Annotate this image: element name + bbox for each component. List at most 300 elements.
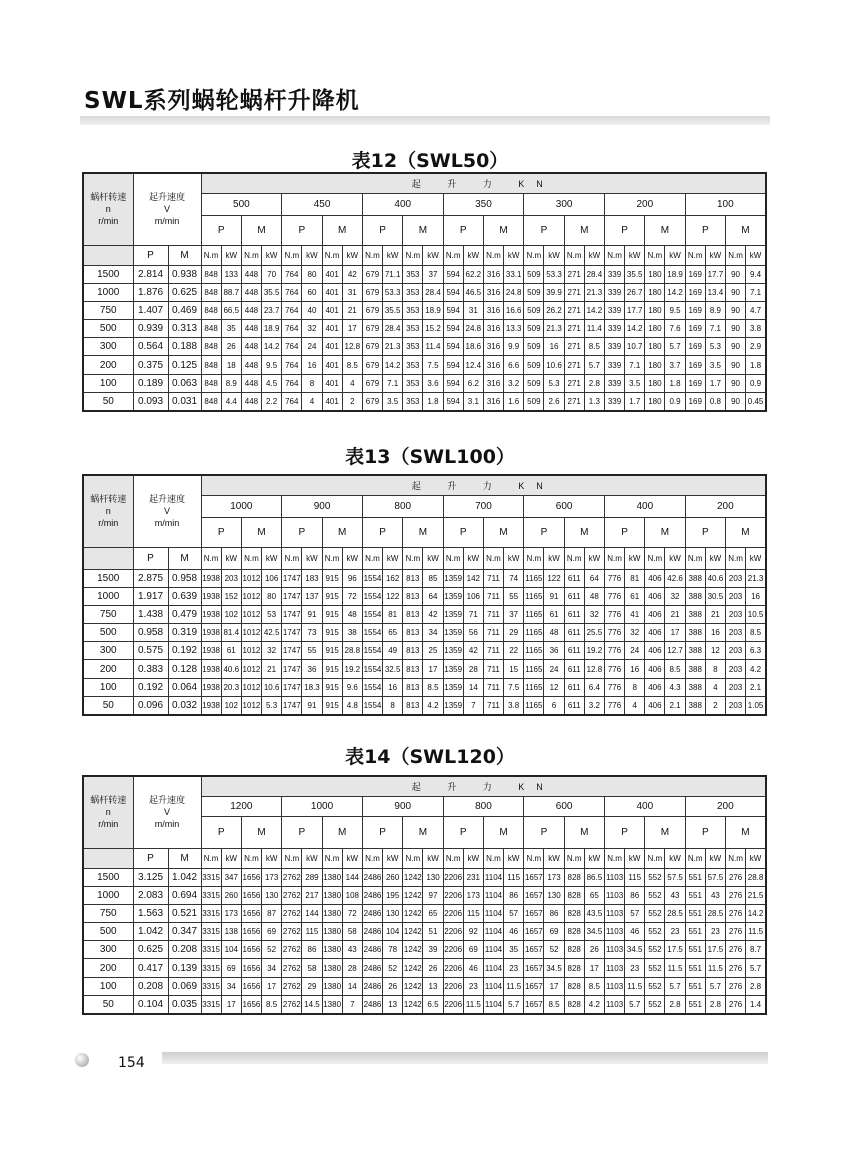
table-title: 表14（SWL120） [345, 746, 515, 768]
table-cell: 353 [403, 265, 423, 283]
unit-header: kW [705, 245, 725, 265]
table-cell: 2762 [282, 941, 302, 959]
motor-header: M [403, 517, 443, 547]
table-cell: 11.5 [665, 959, 685, 977]
table-cell: 1012 [241, 587, 261, 605]
table-cell: 9.5 [665, 301, 685, 319]
table-cell: 102 [221, 605, 241, 623]
table-cell: 0.45 [746, 392, 766, 410]
table-cell: 80 [302, 265, 322, 283]
table-cell: 6.4 [584, 678, 604, 696]
table-cell: 13.4 [705, 283, 725, 301]
header-text: 起升速度 [149, 192, 186, 203]
motor-header: M [483, 517, 523, 547]
table-cell: 26.2 [544, 301, 564, 319]
table-cell: 339 [604, 392, 624, 410]
unit-header: kW [665, 547, 685, 569]
table-cell: 106 [262, 569, 282, 587]
table-cell: 1656 [241, 868, 261, 886]
table-cell: 90 [725, 356, 745, 374]
table-cell: 339 [604, 265, 624, 283]
unit-header: kW [746, 245, 766, 265]
table-cell: 0.9 [746, 374, 766, 392]
table-cell: 7.1 [383, 374, 403, 392]
table-cell: 776 [604, 678, 624, 696]
table-cell: 848 [201, 374, 221, 392]
lift-speed-p: 3.125 [133, 868, 168, 886]
table-cell: 711 [483, 696, 503, 714]
table-cell: 173 [463, 886, 483, 904]
table-cell: 21 [665, 605, 685, 623]
table-cell: 1656 [241, 923, 261, 941]
table-cell: 21.3 [383, 338, 403, 356]
table-cell: 1359 [443, 587, 463, 605]
table-cell: 51 [423, 923, 443, 941]
table-cell: 1.8 [746, 356, 766, 374]
table-cell: 49 [383, 642, 403, 660]
table-cell: 1938 [201, 696, 221, 714]
table-cell: 1380 [322, 941, 342, 959]
table-cell: 26 [221, 338, 241, 356]
unit-header: kW [625, 547, 645, 569]
unit-header: N.m [685, 547, 705, 569]
table-cell: 594 [443, 320, 463, 338]
table-cell: 711 [483, 660, 503, 678]
table-cell: 552 [645, 977, 665, 995]
load-header: 800 [362, 495, 443, 517]
table-cell: 86 [544, 904, 564, 922]
worm-speed-value: 50 [83, 392, 133, 410]
table-cell: 8.5 [584, 977, 604, 995]
table-cell: 43 [342, 941, 362, 959]
table-cell: 1103 [604, 959, 624, 977]
table-row [83, 301, 766, 319]
speed-p-header: P [133, 848, 168, 868]
table-cell: 203 [725, 587, 745, 605]
table-cell: 18 [221, 356, 241, 374]
table-cell: 1.8 [423, 392, 443, 410]
table-cell: 2.1 [746, 678, 766, 696]
table-cell: 2486 [362, 941, 382, 959]
table-cell: 448 [241, 320, 261, 338]
table-cell: 611 [564, 660, 584, 678]
table-cell: 180 [645, 320, 665, 338]
table-cell: 46 [504, 923, 524, 941]
unit-header: kW [423, 547, 443, 569]
table-cell: 289 [302, 868, 322, 886]
load-header: 300 [524, 193, 605, 215]
table-cell: 551 [685, 995, 705, 1013]
lift-speed-m: 0.208 [168, 941, 201, 959]
header-text: V [164, 506, 171, 517]
unit-header: N.m [725, 245, 745, 265]
lift-speed-m: 0.035 [168, 995, 201, 1013]
table-cell: 23 [705, 923, 725, 941]
table-cell: 62.2 [463, 265, 483, 283]
table-cell: 24.8 [504, 283, 524, 301]
table-cell: 552 [645, 904, 665, 922]
table-cell: 594 [443, 356, 463, 374]
header-text: 起升速度 [149, 795, 186, 806]
table-cell: 915 [322, 624, 342, 642]
table-cell: 915 [322, 642, 342, 660]
table-cell: 1242 [403, 886, 423, 904]
table-cell: 813 [403, 624, 423, 642]
table-cell: 5.7 [584, 356, 604, 374]
table-cell: 1380 [322, 904, 342, 922]
table-cell: 1656 [241, 959, 261, 977]
table-cell: 1165 [524, 605, 544, 623]
load-header: 900 [282, 495, 363, 517]
table-cell: 2206 [443, 995, 463, 1013]
unit-header: kW [746, 848, 766, 868]
motor-header: M [725, 517, 765, 547]
unit-header: kW [383, 547, 403, 569]
power-header: P [362, 215, 402, 245]
table-cell: 0.9 [665, 392, 685, 410]
table-cell: 1380 [322, 959, 342, 977]
lift-speed-p: 1.042 [133, 923, 168, 941]
table-cell: 34 [221, 977, 241, 995]
table-cell: 12.7 [665, 642, 685, 660]
unit-header: N.m [604, 245, 624, 265]
unit-header: N.m [443, 547, 463, 569]
header-text: r/min [98, 819, 119, 830]
unit-header: kW [625, 848, 645, 868]
table-cell: 32 [302, 320, 322, 338]
table-cell: 91 [544, 587, 564, 605]
table-cell: 42 [342, 265, 362, 283]
table-cell: 4.8 [342, 696, 362, 714]
table-cell: 203 [221, 569, 241, 587]
table-cell: 86.5 [584, 868, 604, 886]
table-cell: 316 [483, 301, 503, 319]
load-header: 700 [443, 495, 524, 517]
table-cell: 339 [604, 283, 624, 301]
table-cell: 86 [625, 886, 645, 904]
table-cell: 6.2 [463, 374, 483, 392]
unit-header: N.m [201, 848, 221, 868]
lift-speed-p: 0.625 [133, 941, 168, 959]
table-cell: 34.5 [544, 959, 564, 977]
table-cell: 9.6 [342, 678, 362, 696]
table-cell: 1938 [201, 642, 221, 660]
table-cell: 828 [564, 886, 584, 904]
table-cell: 1938 [201, 678, 221, 696]
table-cell: 24 [544, 660, 564, 678]
table-cell: 594 [443, 374, 463, 392]
table-cell: 10.6 [544, 356, 564, 374]
table-cell: 6.6 [504, 356, 524, 374]
unit-header: kW [262, 848, 282, 868]
table-cell: 260 [383, 868, 403, 886]
table-cell: 183 [302, 569, 322, 587]
table-cell: 271 [564, 374, 584, 392]
worm-speed-value: 500 [83, 923, 133, 941]
table-cell: 38 [342, 624, 362, 642]
table-cell: 1104 [483, 923, 503, 941]
unit-header: N.m [645, 848, 665, 868]
table-cell: 81.4 [221, 624, 241, 642]
table-cell: 353 [403, 338, 423, 356]
table-cell: 1380 [322, 977, 342, 995]
table-cell: 203 [725, 642, 745, 660]
table-cell: 5.7 [665, 338, 685, 356]
power-header: P [604, 215, 644, 245]
table-cell: 1104 [483, 904, 503, 922]
table-cell: 764 [282, 265, 302, 283]
table-cell: 28 [342, 959, 362, 977]
table-cell: 65 [423, 904, 443, 922]
table-cell: 679 [362, 283, 382, 301]
lift-speed-m: 0.347 [168, 923, 201, 941]
table-cell: 19.2 [342, 660, 362, 678]
table-cell: 448 [241, 356, 261, 374]
lift-speed-p: 0.208 [133, 977, 168, 995]
table-cell: 1359 [443, 660, 463, 678]
table-title: 表13（SWL100） [345, 446, 515, 468]
unit-header: kW [302, 245, 322, 265]
table-cell: 85 [423, 569, 443, 587]
lift-speed-m: 0.069 [168, 977, 201, 995]
table-cell: 828 [564, 941, 584, 959]
table-cell: 8.5 [544, 995, 564, 1013]
table-cell: 551 [685, 959, 705, 977]
table-cell: 90 [725, 374, 745, 392]
table-cell: 14 [342, 977, 362, 995]
table-cell: 5.3 [705, 338, 725, 356]
table-cell: 509 [524, 392, 544, 410]
table-cell: 36 [302, 660, 322, 678]
header-text: V [164, 204, 171, 215]
table-cell: 388 [685, 624, 705, 642]
table-cell: 66.5 [221, 301, 241, 319]
table-cell: 4.3 [665, 678, 685, 696]
motor-header: M [322, 517, 362, 547]
table-cell: 4 [342, 374, 362, 392]
table-cell: 4.2 [746, 660, 766, 678]
motor-header: M [645, 816, 685, 848]
unit-header: N.m [685, 848, 705, 868]
table-cell: 406 [645, 624, 665, 642]
table-cell: 848 [201, 320, 221, 338]
table-cell: 1104 [483, 886, 503, 904]
unit-header: kW [665, 848, 685, 868]
unit-header: kW [342, 848, 362, 868]
table-cell: 813 [403, 569, 423, 587]
table-cell: 1359 [443, 696, 463, 714]
unit-header: kW [584, 547, 604, 569]
table-cell: 10.6 [262, 678, 282, 696]
motor-header: M [403, 816, 443, 848]
table-cell: 34 [262, 959, 282, 977]
table-cell: 96 [342, 569, 362, 587]
load-header: 1000 [201, 495, 282, 517]
lift-speed-m: 0.064 [168, 678, 201, 696]
table-cell: 388 [685, 587, 705, 605]
unit-header: N.m [443, 245, 463, 265]
table-cell: 552 [645, 941, 665, 959]
table-cell: 106 [463, 587, 483, 605]
worm-speed-value: 100 [83, 977, 133, 995]
table-cell: 679 [362, 320, 382, 338]
table-cell: 679 [362, 392, 382, 410]
table-cell: 40.6 [221, 660, 241, 678]
table-cell: 1747 [282, 624, 302, 642]
header-text: 起升速度 [149, 494, 186, 505]
table-cell: 32 [625, 624, 645, 642]
table-cell: 70 [262, 265, 282, 283]
table-cell: 2206 [443, 977, 463, 995]
header-worm-speed [83, 776, 133, 848]
table-cell: 4 [705, 678, 725, 696]
page-marker-icon [75, 1053, 89, 1067]
table-cell: 1104 [483, 959, 503, 977]
table-cell: 2.9 [746, 338, 766, 356]
load-header: 200 [685, 495, 766, 517]
table-cell: 33.1 [504, 265, 524, 283]
table-cell: 9.4 [746, 265, 766, 283]
table-cell: 1165 [524, 678, 544, 696]
load-header: 600 [524, 796, 605, 816]
spec-table-swl50 [82, 172, 767, 412]
table-cell: 2762 [282, 977, 302, 995]
table-cell: 353 [403, 283, 423, 301]
table-cell: 316 [483, 356, 503, 374]
table-cell: 353 [403, 301, 423, 319]
lift-speed-m: 0.139 [168, 959, 201, 977]
header-text: r/min [98, 518, 119, 529]
table-cell: 276 [725, 886, 745, 904]
table-cell: 14.5 [302, 995, 322, 1013]
table-cell: 10.5 [746, 605, 766, 623]
motor-header: M [403, 215, 443, 245]
table-row [83, 696, 766, 714]
table-cell: 1165 [524, 696, 544, 714]
load-header: 350 [443, 193, 524, 215]
table-cell: 42.5 [262, 624, 282, 642]
table-cell: 316 [483, 265, 503, 283]
table-cell: 679 [362, 265, 382, 283]
table-cell: 1554 [362, 642, 382, 660]
table-cell: 1380 [322, 886, 342, 904]
load-header: 100 [685, 193, 766, 215]
table-cell: 339 [604, 374, 624, 392]
unit-header: N.m [604, 547, 624, 569]
table-cell: 401 [322, 320, 342, 338]
unit-header: N.m [403, 848, 423, 868]
table-row [83, 392, 766, 410]
table-cell: 57 [504, 904, 524, 922]
table-cell: 13 [383, 995, 403, 1013]
lift-speed-p: 1.563 [133, 904, 168, 922]
table-cell: 1747 [282, 605, 302, 623]
unit-header: kW [383, 245, 403, 265]
table-cell: 12.8 [584, 660, 604, 678]
table-cell: 43 [665, 886, 685, 904]
table-cell: 162 [383, 569, 403, 587]
table-cell: 813 [403, 696, 423, 714]
table-row [83, 642, 766, 660]
table-row [83, 265, 766, 283]
table-cell: 21 [705, 605, 725, 623]
table-cell: 23 [625, 959, 645, 977]
table-cell: 7.1 [625, 356, 645, 374]
unit-header: N.m [483, 848, 503, 868]
table-cell: 552 [645, 886, 665, 904]
motor-header: M [483, 816, 523, 848]
table-cell: 1.4 [746, 995, 766, 1013]
header-lift-speed [133, 475, 201, 547]
header-text: m/min [154, 819, 180, 830]
table-cell: 17 [423, 660, 443, 678]
unit-header: N.m [403, 245, 423, 265]
unit-header: N.m [483, 547, 503, 569]
table-cell: 16 [625, 660, 645, 678]
table-cell: 1657 [524, 923, 544, 941]
table-cell: 8.5 [342, 356, 362, 374]
table-cell: 1242 [403, 923, 423, 941]
table-cell: 2486 [362, 886, 382, 904]
table-cell: 32 [665, 587, 685, 605]
table-cell: 551 [685, 941, 705, 959]
table-cell: 388 [685, 569, 705, 587]
header-text: 蜗杆转速 [90, 795, 127, 806]
lift-speed-m: 0.625 [168, 283, 201, 301]
table-cell: 17 [584, 959, 604, 977]
unit-header: N.m [403, 547, 423, 569]
power-header: P [282, 517, 322, 547]
table-cell: 203 [725, 624, 745, 642]
table-cell: 271 [564, 356, 584, 374]
power-header: P [524, 816, 564, 848]
unit-header: kW [463, 245, 483, 265]
unit-header: N.m [241, 245, 261, 265]
table-cell: 1359 [443, 624, 463, 642]
lift-speed-p: 1.407 [133, 301, 168, 319]
table-cell: 764 [282, 320, 302, 338]
table-cell: 776 [604, 660, 624, 678]
table-cell: 611 [564, 624, 584, 642]
table-cell: 271 [564, 320, 584, 338]
table-cell: 16 [746, 587, 766, 605]
motor-header: M [564, 816, 604, 848]
table-cell: 142 [463, 569, 483, 587]
unit-header: kW [544, 848, 564, 868]
table-cell: 316 [483, 392, 503, 410]
unit-header: N.m [443, 848, 463, 868]
table-cell: 169 [685, 265, 705, 283]
table-row [83, 886, 766, 904]
table-cell: 406 [645, 587, 665, 605]
table-row [83, 569, 766, 587]
table-cell: 813 [403, 660, 423, 678]
table-row [83, 959, 766, 977]
table-cell: 353 [403, 374, 423, 392]
table-cell: 21 [262, 660, 282, 678]
table-cell: 17.5 [705, 941, 725, 959]
table-cell: 915 [322, 696, 342, 714]
table-cell: 2762 [282, 886, 302, 904]
table-cell: 1554 [362, 569, 382, 587]
table-cell: 122 [383, 587, 403, 605]
worm-speed-value: 200 [83, 356, 133, 374]
table-cell: 1656 [241, 904, 261, 922]
table-cell: 813 [403, 678, 423, 696]
table-cell: 3.5 [383, 392, 403, 410]
motor-header: M [725, 816, 765, 848]
table-cell: 551 [685, 886, 705, 904]
